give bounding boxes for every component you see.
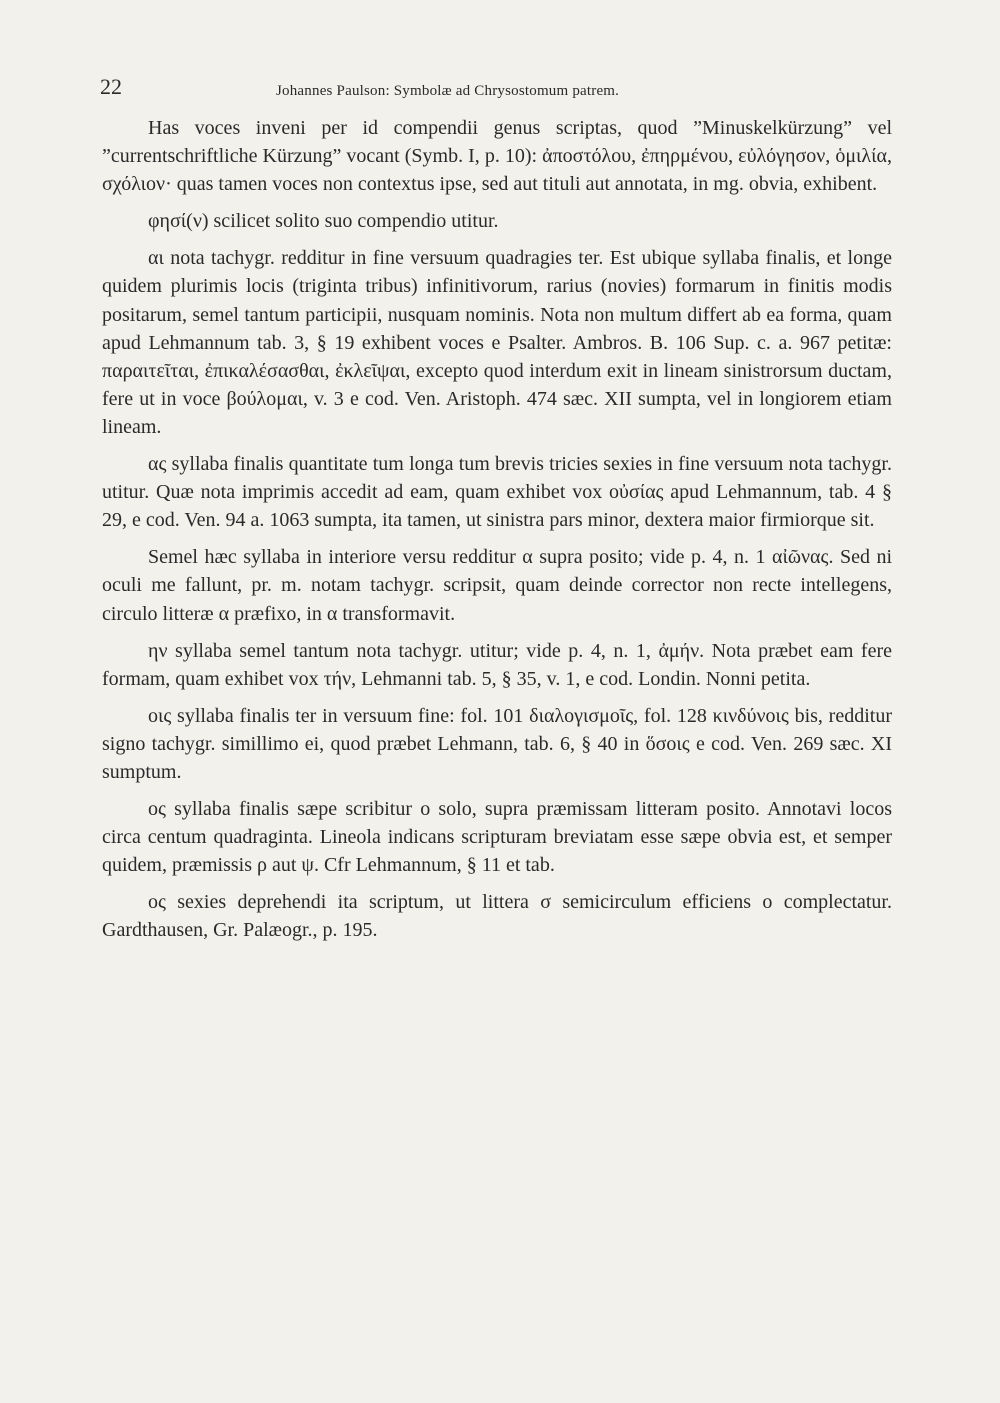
page-header — [100, 74, 900, 104]
paragraph-os: ος syllaba finalis sæpe scribitur ο solo, supra præmissam litteram posito. Annotavi locos circa centum quadraginta. Lineola indicans scripturam breviatam esse sæpe obvia est, et semper quidem, præmissis ρ aut ψ. Cfr Lehmannum, § 11 et tab. — [102, 798, 892, 877]
paragraph-ois: οις syllaba finalis ter in versuum fine: fol. 101 διαλογισμοῖς, fol. 128 κινδύνοις bis, redditur signo tachygr. simillimo ei, quod præbet Lehmann, tab. 6, § 40 in ὅσοις e cod. Ven. 269 sæc. XI sumptum. — [102, 704, 892, 783]
page-number: 22 — [100, 74, 122, 99]
paragraph-ai: αι nota tachygr. redditur in fine versuum quadragies ter. Est ubique syllaba finalis, et longe quidem plurimis locis (triginta tribus) infinitivorum, rarius (novies) formarum in finitis modis positarum, semel tantum participii, nusquam nominis. Nota non multum differt ab ea forma, quam apud Lehmannum tab. 3, § 19 exhibent voces e Psalter. Ambros. B. 106 Sup. c. a. 967 petitæ: παραιτεῖται, ἐπικαλέσασθαι, ἐκλεῖψαι, excepto quod interdum exit in lineam sinistrorsum ductam, fere ut in voce βούλομαι, v. 3 e cod. Ven. Aristoph. 474 sæc. XII sumpta, vel in longiorem etiam lineam. — [102, 247, 892, 438]
paragraph-minuskel: Has voces inveni per id compendii genus scriptas, quod ”Minuskelkürzung” vel ”currentschriftliche Kürzung” vocant (Symb. I, p. 10): ἀποστόλου, ἐπηρμένου, εὐλόγησον, ὁμιλία, σχόλιον· quas tamen voces non contextus ipse, sed aut tituli aut annotata, in mg. obvia, exhibent. — [102, 117, 892, 196]
body-text — [102, 114, 892, 954]
paragraph-phesi: φησί(ν) scilicet solito suo compendio utitur. — [148, 210, 499, 233]
paragraph-semel: Semel hæc syllaba in interiore versu redditur α supra posito; vide p. 4, n. 1 αἰῶνας. Sed ni oculi me fallunt, pr. m. notam tachygr. scripsit, quam deinde corrector non recte intellegens, circulo litteræ α præfixo, in α transformavit. — [102, 546, 892, 625]
running-head: Johannes Paulson: Symbolæ ad Chrysostomum patrem. — [276, 83, 620, 99]
paragraph-en: ην syllaba semel tantum nota tachygr. utitur; vide p. 4, n. 1, ἀμήν. Nota præbet eam fere formam, quam exhibet vox τήν, Lehmanni tab. 5, § 35, v. 1, e cod. Londin. Nonni petita. — [102, 639, 892, 690]
paragraph-as: ας syllaba finalis quantitate tum longa tum brevis tricies sexies in fine versuum nota tachygr. utitur. Quæ nota imprimis accedit ad eam, quam exhibet vox οὐσίας apud Lehmannum, tab. 4 § 29, e cod. Ven. 94 a. 1063 sumpta, ita tamen, ut sinistra pars minor, dextera maior firmiorque sit. — [102, 453, 892, 532]
paragraph-os-sexies: ος sexies deprehendi ita scriptum, ut littera σ semicirculum efficiens ο complectatur. Gardthausen, Gr. Palæogr., p. 195. — [102, 891, 892, 942]
